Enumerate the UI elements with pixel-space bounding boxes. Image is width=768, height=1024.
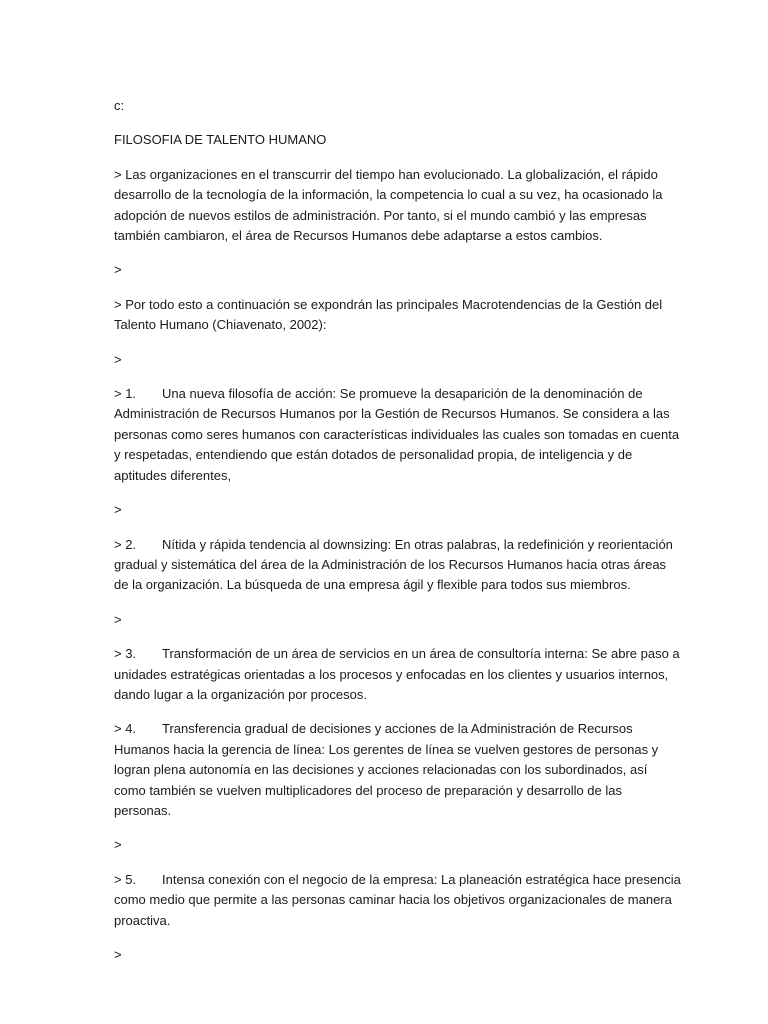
list-item-line: Administración de Recursos Humanos por la Gestión de Recursos Humanos. Se considera a las bbox=[114, 406, 670, 422]
list-item bbox=[114, 719, 668, 821]
list-item-line: y respetadas, entendiendo que están dotados de personalidad propia, de inteligencia y de bbox=[114, 447, 633, 463]
list-item-line: aptitudes diferentes, bbox=[114, 467, 232, 483]
list-item-number: > 2. bbox=[114, 536, 137, 552]
list-item-text: Una nueva filosofía de acción: Se promueve la desaparición de la denominación de bbox=[162, 386, 643, 402]
list-item-line: como también se vuelven multiplicadores del proceso de preparación y desarrollo de las bbox=[114, 782, 622, 798]
list-item bbox=[114, 870, 681, 931]
document-heading: FILOSOFIA DE TALENTO HUMANO bbox=[114, 132, 327, 148]
list-item-line: proactiva. bbox=[114, 912, 171, 928]
intro-line: desarrollo de la tecnología de la información, la competencia lo cual a su vez, ha ocasionado la bbox=[114, 187, 663, 203]
list-item-line: unidades estratégicas orientadas a los procesos y enfocadas en los clientes y usuarios internos, bbox=[114, 666, 669, 682]
list-item-number: > 4. bbox=[114, 721, 137, 737]
list-item-line: personas como seres humanos con características individuales las cuales son tomadas en cuenta bbox=[114, 426, 680, 442]
marker-line: > bbox=[114, 611, 122, 627]
intro-paragraph bbox=[114, 165, 668, 247]
list-item-number: > 5. bbox=[114, 871, 137, 887]
marker-line: > bbox=[114, 262, 122, 278]
lead-line: > Por todo esto a continuación se expondrán las principales Macrotendencias de la Gestión del bbox=[114, 296, 663, 312]
list-item-number: > 3. bbox=[114, 646, 137, 662]
list-item-line: como medio que permite a las personas caminar hacia los objetivos organizacionales de manera bbox=[114, 892, 672, 908]
document-label: c: bbox=[114, 98, 125, 113]
list-item-text: Transformación de un área de servicios en un área de consultoría interna: Se abre paso a bbox=[162, 646, 680, 662]
list-item bbox=[114, 384, 680, 486]
lead-paragraph bbox=[114, 295, 668, 336]
list-item bbox=[114, 644, 680, 705]
list-item-first-line bbox=[114, 870, 681, 890]
list-item-line: logran plena autonomía en las decisiones y acciones relacionadas con los subordinados, así bbox=[114, 762, 648, 778]
list-item-line: de la organización. La búsqueda de una empresa ágil y flexible para todos sus miembros. bbox=[114, 577, 631, 593]
list-item-text: Intensa conexión con el negocio de la empresa: La planeación estratégica hace presencia bbox=[162, 871, 681, 887]
list-item-first-line bbox=[114, 384, 668, 404]
list-item-line: gradual y sistemática del área de la Administración de los Recursos Humanos hacia otras áreas bbox=[114, 556, 667, 572]
list-item-first-line bbox=[114, 644, 680, 664]
intro-line: > Las organizaciones en el transcurrir del tiempo han evolucionado. La globalización, el rápido bbox=[114, 166, 658, 182]
list-item-first-line bbox=[114, 535, 673, 555]
marker-line: > bbox=[114, 351, 122, 367]
marker-line: > bbox=[114, 837, 122, 853]
lead-line: Talento Humano (Chiavenato, 2002): bbox=[114, 317, 327, 333]
list-item-line: Humanos hacia la gerencia de línea: Los gerentes de línea se vuelven gestores de personas y bbox=[114, 741, 659, 757]
intro-line: también cambiaron, el área de Recursos Humanos debe adaptarse a estos cambios. bbox=[114, 228, 603, 244]
list-item-text: Transferencia gradual de decisiones y acciones de la Administración de Recursos bbox=[162, 721, 633, 737]
list-item-first-line bbox=[114, 719, 668, 739]
list-item-line: personas. bbox=[114, 802, 172, 818]
marker-line: > bbox=[114, 947, 122, 962]
list-item-text: Nítida y rápida tendencia al downsizing: En otras palabras, la redefinición y reorientación bbox=[162, 536, 673, 552]
marker-line: > bbox=[114, 502, 122, 518]
list-item bbox=[114, 535, 673, 596]
list-item-number: > 1. bbox=[114, 386, 137, 402]
intro-line: adopción de nuevos estilos de administración. Por tanto, si el mundo cambió y las empresas bbox=[114, 207, 647, 223]
list-item-line: dando lugar a la organización por procesos. bbox=[114, 686, 367, 702]
